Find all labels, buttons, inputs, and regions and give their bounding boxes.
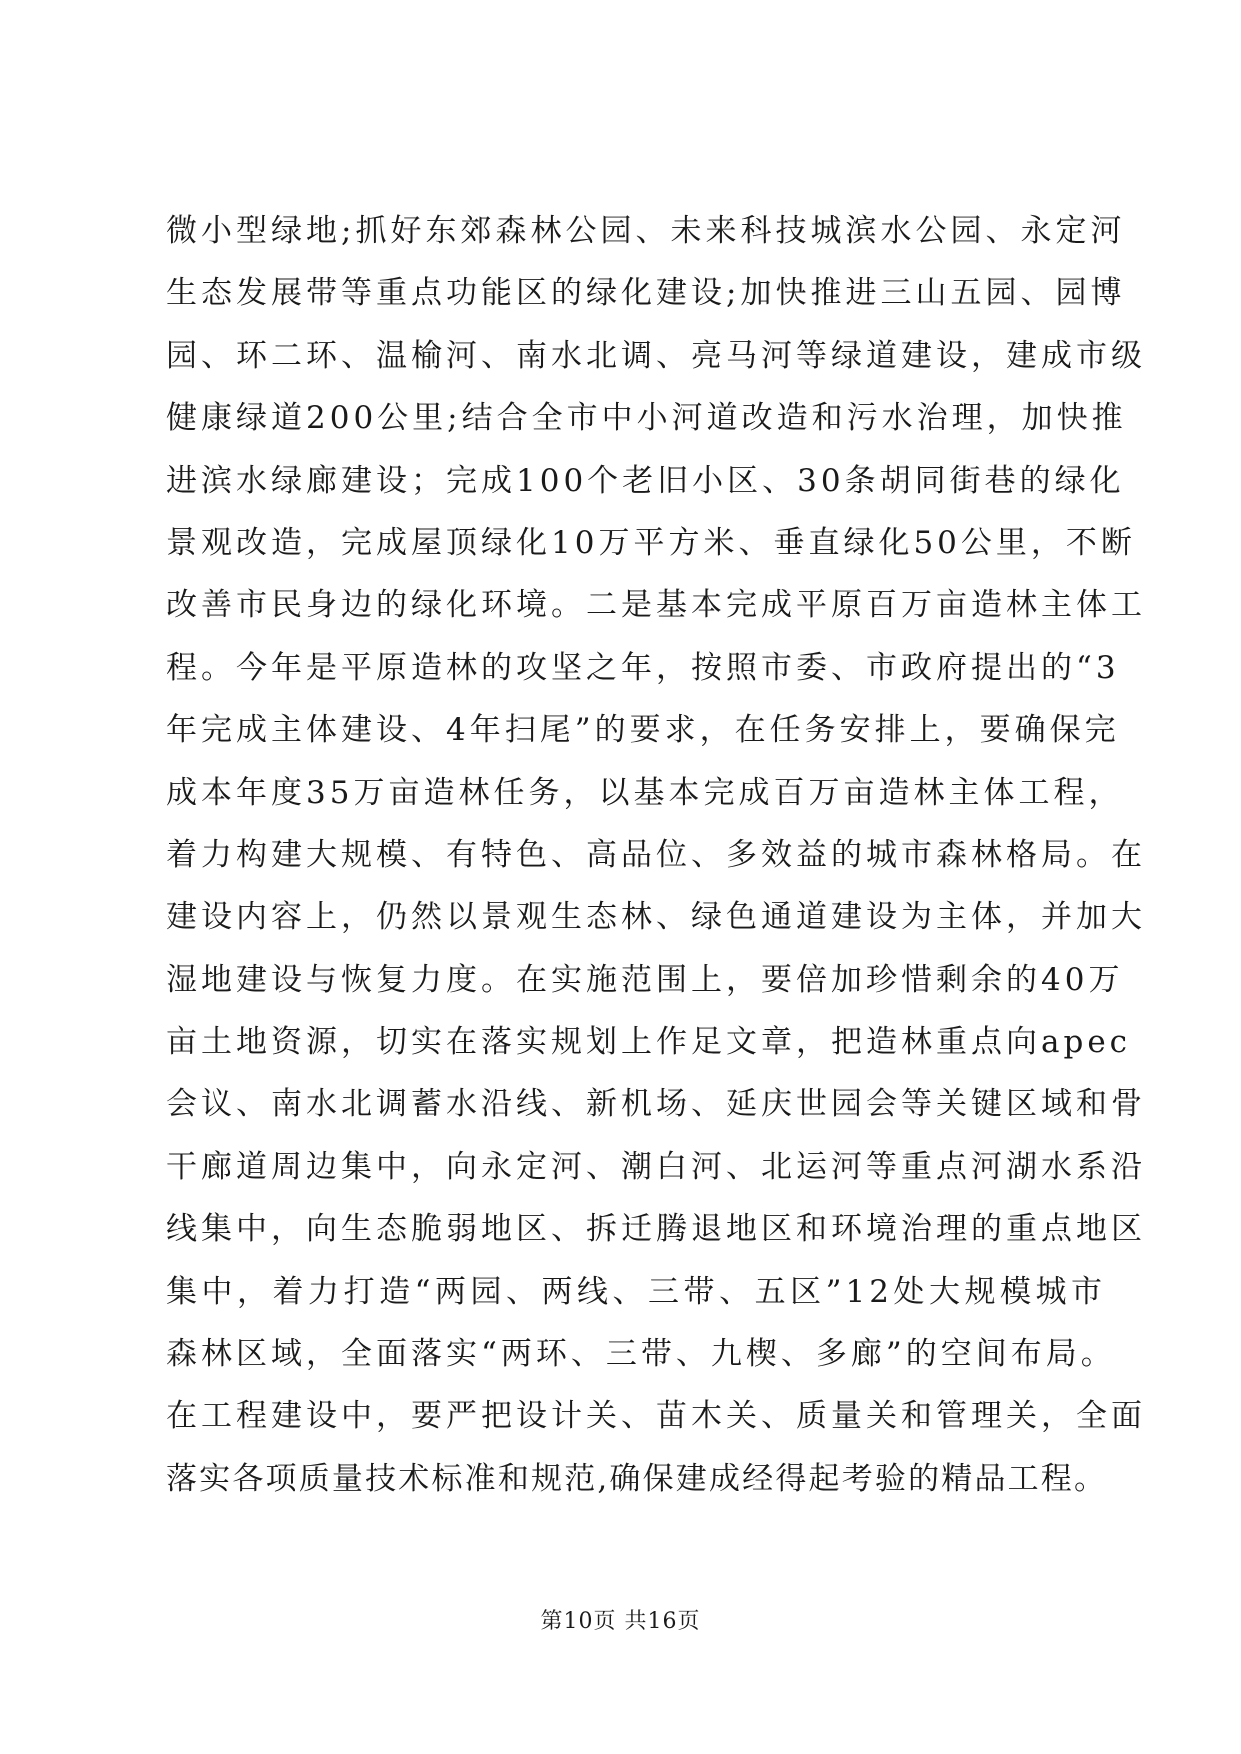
text-line: 健康绿道200公里;结合全市中小河道改造和污水治理，加快推 — [166, 400, 1127, 437]
text-line: 生态发展带等重点功能区的绿化建设;加快推进三山五园、园博 — [166, 275, 1126, 312]
body-paragraph — [166, 200, 1146, 1510]
text-line: 干廊道周边集中，向永定河、潮白河、北运河等重点河湖水系沿 — [166, 1148, 1146, 1185]
text-line: 成本年度35万亩造林任务，以基本完成百万亩造林主体工程， — [166, 774, 1124, 811]
text-line: 年完成主体建设、4年扫尾”的要求，在任务安排上，要确保完 — [166, 712, 1120, 749]
text-line: 线集中，向生态脆弱地区、拆迁腾退地区和环境治理的重点地区 — [166, 1211, 1146, 1248]
text-line: 建设内容上，仍然以景观生态林、绿色通道建设为主体，并加大 — [166, 899, 1146, 936]
text-line: 会议、南水北调蓄水沿线、新机场、延庆世园会等关键区域和骨 — [166, 1086, 1146, 1123]
text-line: 在工程建设中，要严把设计关、苗木关、质量关和管理关，全面 — [166, 1398, 1146, 1435]
page-number: 第10页 共16页 — [540, 1609, 701, 1634]
text-line: 亩土地资源，切实在落实规划上作足文章，把造林重点向apec — [166, 1024, 1132, 1061]
text-line: 集中，着力打造“两园、两线、三带、五区”12处大规模城市 — [166, 1273, 1106, 1310]
text-line: 进滨水绿廊建设；完成100个老旧小区、30条胡同街巷的绿化 — [166, 462, 1125, 499]
text-line: 园、环二环、温榆河、南水北调、亮马河等绿道建设，建成市级 — [166, 337, 1146, 374]
text-line: 森林区域，全面落实“两环、三带、九楔、多廊”的空间布局。 — [166, 1336, 1116, 1373]
text-line: 微小型绿地;抓好东郊森林公园、未来科技城滨水公园、永定河 — [166, 213, 1126, 249]
text-line: 落实各项质量技术标准和规范,确保建成经得起考验的精品工程。 — [166, 1460, 1106, 1497]
text-line: 改善市民身边的绿化环境。二是基本完成平原百万亩造林主体工 — [166, 587, 1146, 624]
text-line: 湿地建设与恢复力度。在实施范围上，要倍加珍惜剩余的40万 — [166, 961, 1124, 998]
text-line: 景观改造，完成屋顶绿化10万平方米、垂直绿化50公里，不断 — [166, 524, 1136, 561]
text-line: 程。今年是平原造林的攻坚之年，按照市委、市政府提出的“3 — [166, 649, 1120, 686]
text-line: 着力构建大规模、有特色、高品位、多效益的城市森林格局。在 — [166, 836, 1146, 873]
